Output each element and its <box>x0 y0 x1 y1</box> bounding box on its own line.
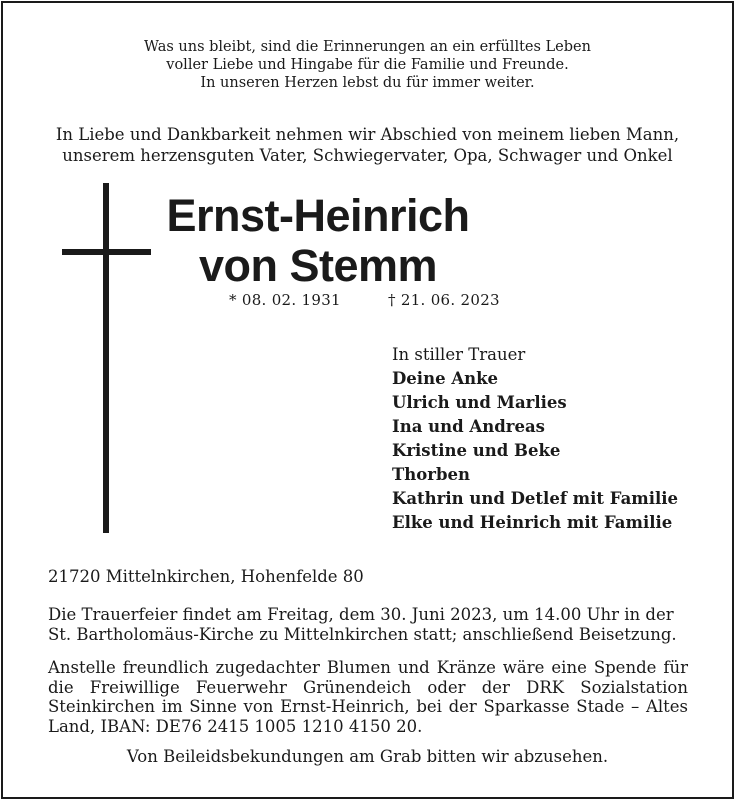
funeral-line: Die Trauerfeier findet am Freitag, dem 30. Juni 2023, um 14.00 Uhr in der <box>48 605 674 624</box>
family-address: 21720 Mittelnkirchen, Hohenfelde 80 <box>48 567 364 586</box>
quote-line: voller Liebe und Hingabe für die Familie und Freunde. <box>166 57 569 73</box>
birth-date: * 08. 02. 1931 <box>229 291 341 309</box>
death-date: † 21. 06. 2023 <box>388 291 500 309</box>
quote-line: In unseren Herzen lebst du für immer weiter. <box>200 75 535 91</box>
mourner-name: Kathrin und Detlef mit Familie <box>392 489 679 508</box>
mourner-name: Kristine und Beke <box>392 441 561 460</box>
donation-line: die Freiwillige Feuerwehr Grünendeich oder der DRK Sozialstation <box>48 677 688 697</box>
intro-line: unserem herzensguten Vater, Schwiegervater, Opa, Schwager und Onkel <box>62 146 673 165</box>
funeral-line: St. Bartholomäus-Kirche zu Mittelnkirchen statt; anschließend Beisetzung. <box>48 624 677 644</box>
donation-line: Steinkirchen im Sinne von Ernst-Heinrich, bei der Sparkasse Stade – Altes <box>48 697 688 716</box>
mourners-heading: In stiller Trauer <box>392 345 526 364</box>
deceased-name <box>153 191 483 291</box>
donation-line: Land, IBAN: DE76 2415 1005 1210 4150 20. <box>48 716 423 736</box>
deceased-name-line2: von Stemm <box>198 240 438 291</box>
mourners-list <box>392 343 678 535</box>
cross-horizontal-bar <box>62 249 151 255</box>
farewell-intro <box>3 124 732 166</box>
mourner-name: Elke und Heinrich mit Familie <box>392 513 673 532</box>
funeral-info <box>48 605 688 644</box>
quote-line: Was uns bleibt, sind die Erinnerungen an ein erfülltes Leben <box>144 39 591 55</box>
mourner-name: Ina und Andreas <box>392 417 545 436</box>
mourner-name: Deine Anke <box>392 369 499 388</box>
closing-note: Von Beileidsbekundungen am Grab bitten wir abzusehen. <box>126 747 609 766</box>
mourner-name: Thorben <box>392 465 471 484</box>
donation-info <box>48 658 688 736</box>
obituary-notice <box>1 1 734 799</box>
deceased-name-line1: Ernst-Heinrich <box>166 190 470 241</box>
memorial-quote <box>3 38 732 92</box>
mourner-name: Ulrich und Marlies <box>392 393 567 412</box>
cross-vertical-bar <box>103 183 109 533</box>
intro-line: In Liebe und Dankbarkeit nehmen wir Abschied von meinem lieben Mann, <box>55 125 680 144</box>
donation-line: Anstelle freundlich zugedachter Blumen und Kränze wäre eine Spende für <box>48 658 688 677</box>
